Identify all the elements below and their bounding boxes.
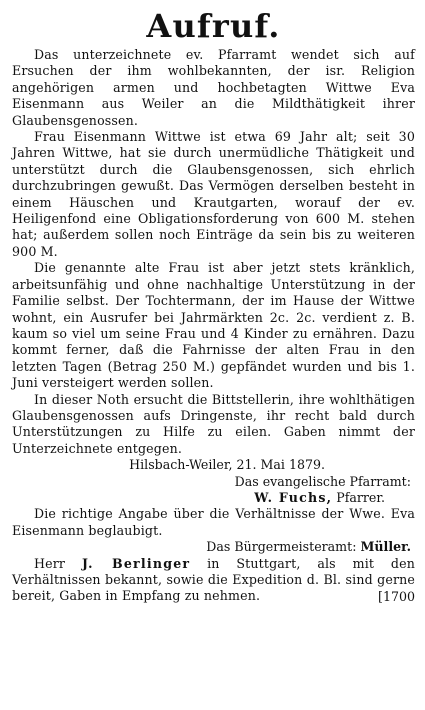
dateline: Hilsbach-Weiler, 21. Mai 1879. [129, 457, 325, 473]
paragraph-intro: Das unterzeichnete ev. Pfarramt wendet sich auf Ersuchen der ihm wohlbekannten, der isr. Religion angehörigen armen und hochbetagten Wittwe Eva Eisenmann aus Weiler an die Mildthätigkeit ihrer Glaubensgenossen. [12, 47, 415, 128]
paragraph-attestation: Die richtige Angabe über die Verhältnisse der Wwe. Eva Eisenmann beglaubigt. [12, 506, 415, 538]
buergermeister-line [12, 539, 415, 555]
collection-name: J. Berlinger [81, 555, 191, 571]
pfarramt-signer: W. Fuchs, [254, 489, 333, 505]
collection-post: in Stuttgart, als mit den Verhältnissen bekannt, sowie die Expedition d. Bl. sind gerne bereit, Gaben in Empfang zu nehmen. [12, 555, 416, 604]
paragraph-circumstances: Frau Eisenmann Wittwe ist etwa 69 Jahr alt; seit 30 Jahren Wittwe, hat sie durch unermüdliche Thätigkeit und unterstützt durch die Glaubensgenossen, sich ehrlich durchzubringen gewußt. Das Vermögen derselben besteht in einem Häuschen und Krautgarten, worauf der ev. Heiligenfond eine Obligationsforderung von 600 M. stehen hat; außerdem sollen noch Einträge da sein bis zu weiteren 900 M. [12, 129, 415, 259]
pfarramt-signature [12, 490, 415, 506]
collection-pre: Herr [34, 555, 66, 571]
pfarramt-role: Pfarrer. [336, 489, 385, 505]
buergermeister-name: Müller. [360, 539, 411, 555]
paragraph-appeal: In dieser Noth ersucht die Bittstellerin, ihre wohlthätigen Glaubensgenossen aufs Dringenste, ihr recht bald durch Unterstützungen zu Hilfe zu eilen. Gaben nimmt der Unterzeichnete entgegen. [12, 391, 415, 456]
pfarramt-label: Das evangelische Pfarramt: [234, 473, 411, 489]
reference-number: [1700 [378, 588, 415, 604]
paragraph-hardship: Die genannte alte Frau ist aber jetzt stets kränklich, arbeitsunfähig und ohne nachhaltige Unterstützung in der Familie selbst. Der Tochtermann, der im Hause der Wittwe wohnt, ein Ausrufer bei Jahrmärkten 2c. 2c. verdient z. B. kaum so viel um seine Frau und 4 Kinder zu ernähren. Dazu kommt ferner, daß die Fahrnisse der alten Frau in den letzten Tagen (Betrag 250 M.) gepfändet wurden und bis 1. Juni versteigert werden sollen. [12, 260, 415, 391]
buergermeister-label: Das Bürgermeisteramt: [206, 539, 357, 555]
notice-title: Aufruf. [146, 7, 281, 45]
